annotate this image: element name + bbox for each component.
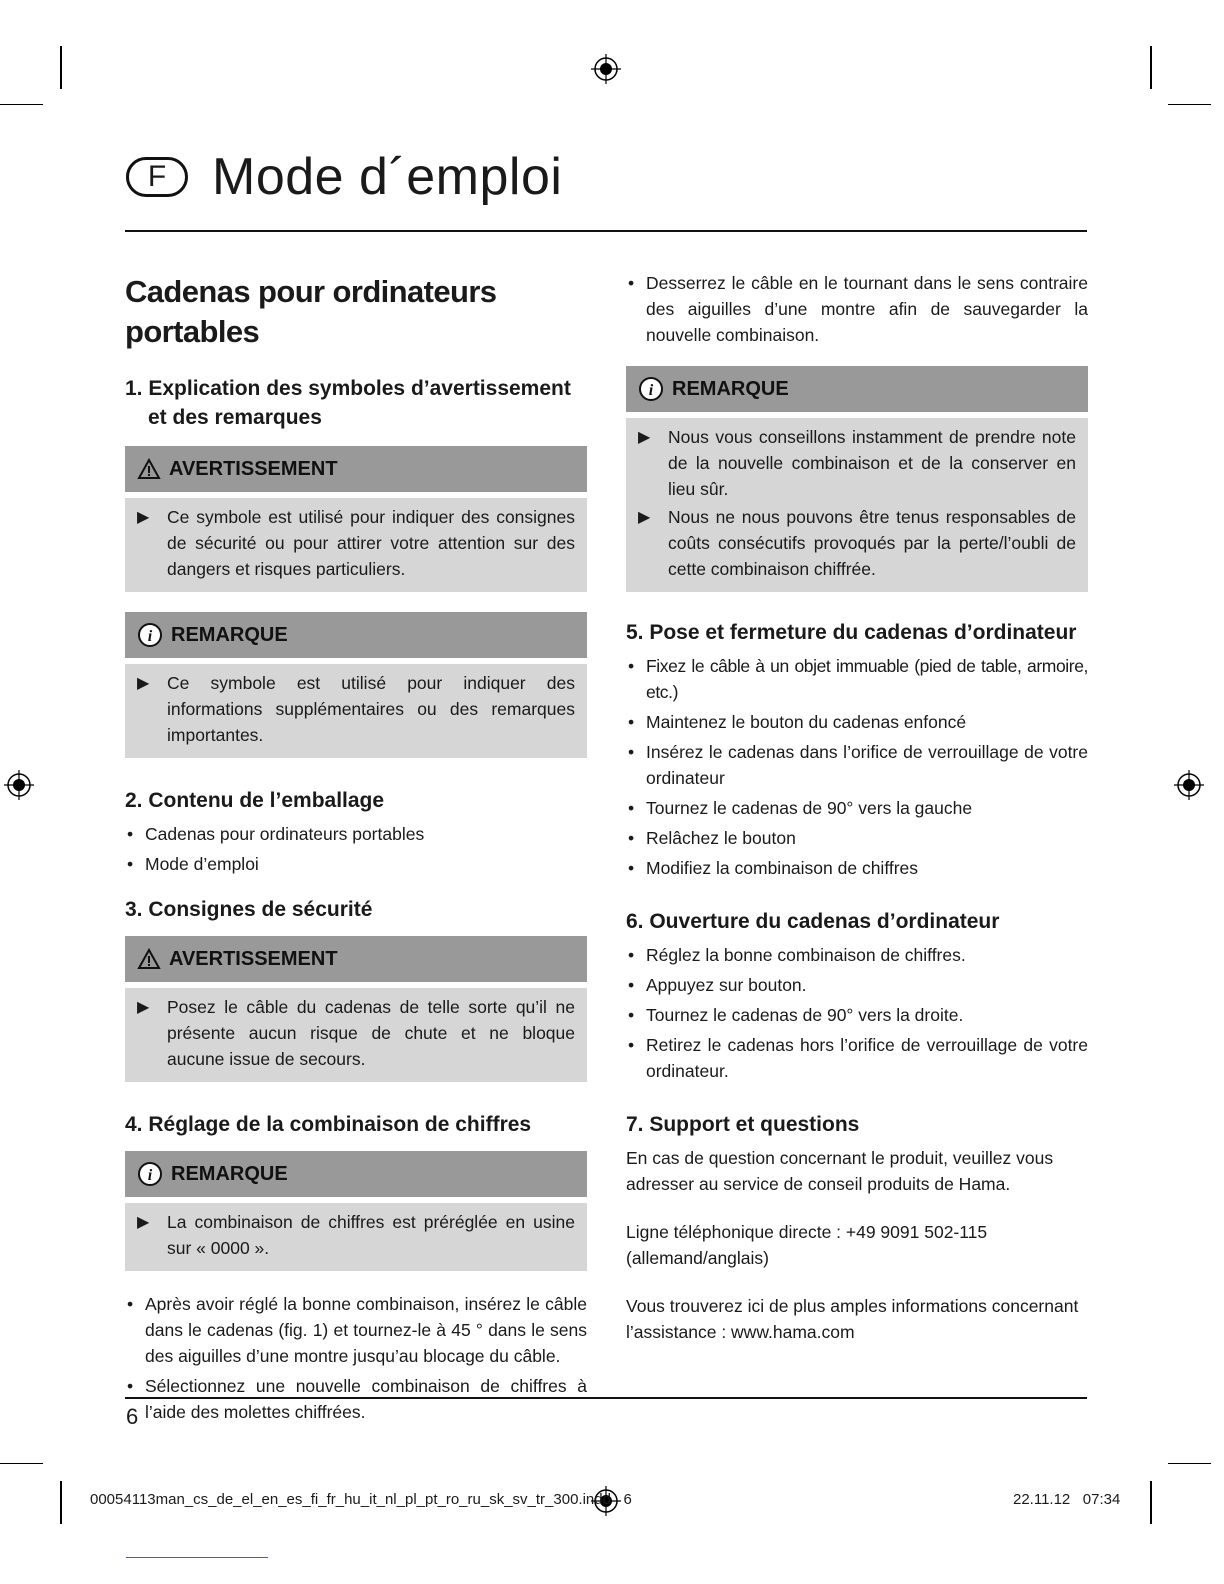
list-item: • Modifiez la combinaison de chiffres: [626, 855, 1088, 881]
list-item: • Cadenas pour ordinateurs portables: [125, 821, 587, 847]
note-label: REMARQUE: [171, 624, 288, 646]
registration-mark-icon: [1172, 768, 1206, 802]
support-paragraph: En cas de question concernant le produit, veuillez vous adresser au service de conseil produits de Hama.: [626, 1148, 1054, 1194]
combination-steps-list: [125, 1291, 587, 1425]
svg-text:i: i: [648, 382, 654, 399]
warning-label: AVERTISSEMENT: [169, 458, 338, 480]
note-text: La combinaison de chiffres est préréglée en usine sur « 0000 ».: [167, 1212, 575, 1258]
svg-text:i: i: [147, 1167, 153, 1184]
warning-body: [125, 988, 587, 1082]
opening-steps-list: [626, 942, 1088, 1084]
crop-mark: [1168, 1463, 1211, 1464]
list-item: • Insérez le cadenas dans l’orifice de verrouillage de votre ordinateur: [626, 739, 1088, 791]
note-header: [626, 366, 1088, 412]
info-icon: [137, 1161, 163, 1187]
section-5-title: 5. Pose et fermeture du cadenas d’ordinateur: [626, 621, 1077, 644]
arrow-right-icon: ▶: [137, 999, 150, 1016]
crop-mark: [60, 46, 62, 89]
warning-header: [125, 446, 587, 492]
warning-text: Ce symbole est utilisé pour indiquer des consignes de sécurité ou pour attirer votre attention sur des dangers et risques particuliers.: [167, 507, 575, 579]
right-column: [626, 270, 1088, 1367]
note-label: REMARQUE: [672, 378, 789, 400]
section-3-title: 3. Consignes de sécurité: [125, 898, 373, 921]
note-body: [626, 418, 1088, 592]
note-label: REMARQUE: [171, 1163, 288, 1185]
warning-box: [125, 446, 587, 592]
section-7-title: 7. Support et questions: [626, 1113, 860, 1136]
page-header: [126, 142, 562, 212]
list-item: • Sélectionnez une nouvelle combinaison de chiffres à l’aide des molettes chiffrées.: [125, 1373, 587, 1425]
list-item: • Relâchez le bouton: [626, 825, 1088, 851]
list-item: • Retirez le cadenas hors l’orifice de verrouillage de votre ordinateur.: [626, 1032, 1088, 1084]
list-item: • Fixez le câble à un objet immuable (pied de table, armoire, etc.): [626, 653, 1088, 705]
list-item: • Appuyez sur bouton.: [626, 972, 1088, 998]
package-contents-list: [125, 821, 587, 877]
warning-triangle-icon: [137, 948, 161, 970]
warning-text: Posez le câble du cadenas de telle sorte qu’il ne présente aucun risque de chute et ne bloque aucune issue de secours.: [167, 997, 575, 1069]
svg-text:i: i: [147, 628, 153, 645]
warning-label: AVERTISSEMENT: [169, 948, 338, 970]
footer-date: 22.11.12 07:34: [1013, 1491, 1121, 1508]
note-body: [125, 1203, 587, 1271]
installation-steps-list: [626, 653, 1088, 881]
crop-mark: [1168, 104, 1211, 105]
arrow-right-icon: ▶: [638, 509, 651, 526]
note-box: [626, 366, 1088, 592]
section-6-title: 6. Ouverture du cadenas d’ordinateur: [626, 910, 1000, 933]
page-number: 6: [126, 1404, 139, 1429]
info-icon: [137, 622, 163, 648]
note-box: [125, 612, 587, 758]
footer-filename: 00054113man_cs_de_el_en_es_fi_fr_hu_it_nl_pl_pt_ro_ru_sk_sv_tr_300.indd 6: [90, 1491, 632, 1508]
info-icon: [638, 376, 664, 402]
arrow-right-icon: ▶: [137, 675, 150, 692]
list-item: • Après avoir réglé la bonne combinaison, insérez le câble dans le cadenas (fig. 1) et tournez-le à 45 ° dans le sens des aiguilles d’une montre jusqu’au blocage du câble.: [125, 1291, 587, 1369]
warning-triangle-icon: [137, 458, 161, 480]
list-item: • Tournez le cadenas de 90° vers la droite.: [626, 1002, 1088, 1028]
list-item: • Réglez la bonne combinaison de chiffres.: [626, 942, 1088, 968]
registration-mark-icon: [589, 52, 623, 86]
note-header: [125, 1151, 587, 1197]
warning-box: [125, 936, 587, 1082]
crop-mark: [1150, 1481, 1152, 1524]
left-column: [125, 262, 587, 1443]
bottom-divider: [126, 1557, 268, 1558]
note-box: [125, 1151, 587, 1271]
website-paragraph: Vous trouverez ici de plus amples informations concernant l’assistance : www.hama.com: [626, 1296, 1079, 1342]
page-title: Mode d´emploi: [212, 148, 563, 206]
crop-mark: [0, 1463, 43, 1464]
main-title: Cadenas pour ordinateurs portables: [125, 274, 497, 349]
language-badge: F: [126, 157, 188, 197]
note-text: Nous ne nous pouvons être tenus responsables de coûts consécutifs provoqués par la perte/l’oubli de cette combinaison chiffrée.: [668, 507, 1076, 579]
arrow-right-icon: ▶: [137, 1214, 150, 1231]
combination-steps-list-continued: [626, 270, 1088, 348]
footer-rule: [125, 1397, 1087, 1399]
crop-mark: [1150, 46, 1152, 89]
arrow-right-icon: ▶: [137, 509, 150, 526]
crop-mark: [60, 1481, 62, 1524]
registration-mark-icon: [2, 768, 36, 802]
note-header: [125, 612, 587, 658]
note-body: [125, 664, 587, 758]
list-item: • Desserrez le câble en le tournant dans le sens contraire des aiguilles d’une montre afin de sauvegarder la nouvelle combinaison.: [626, 270, 1088, 348]
header-rule: [125, 230, 1087, 232]
arrow-right-icon: ▶: [638, 429, 651, 446]
list-item: • Tournez le cadenas de 90° vers la gauche: [626, 795, 1088, 821]
hotline-paragraph: Ligne téléphonique directe : +49 9091 502-115 (allemand/anglais): [626, 1222, 988, 1268]
section-2-title: 2. Contenu de l’emballage: [125, 789, 385, 812]
crop-mark: [0, 104, 43, 105]
list-item: • Maintenez le bouton du cadenas enfoncé: [626, 709, 1088, 735]
section-1-title: 1. Explication des symboles d’avertissement et des remarques: [125, 377, 571, 429]
warning-body: [125, 498, 587, 592]
note-text: Nous vous conseillons instamment de prendre note de la nouvelle combinaison et de la conserver en lieu sûr.: [668, 427, 1076, 499]
list-item: • Mode d’emploi: [125, 851, 587, 877]
section-4-title: 4. Réglage de la combinaison de chiffres: [125, 1113, 532, 1136]
note-text: Ce symbole est utilisé pour indiquer des informations supplémentaires ou des remarques importantes.: [167, 673, 575, 745]
warning-header: [125, 936, 587, 982]
